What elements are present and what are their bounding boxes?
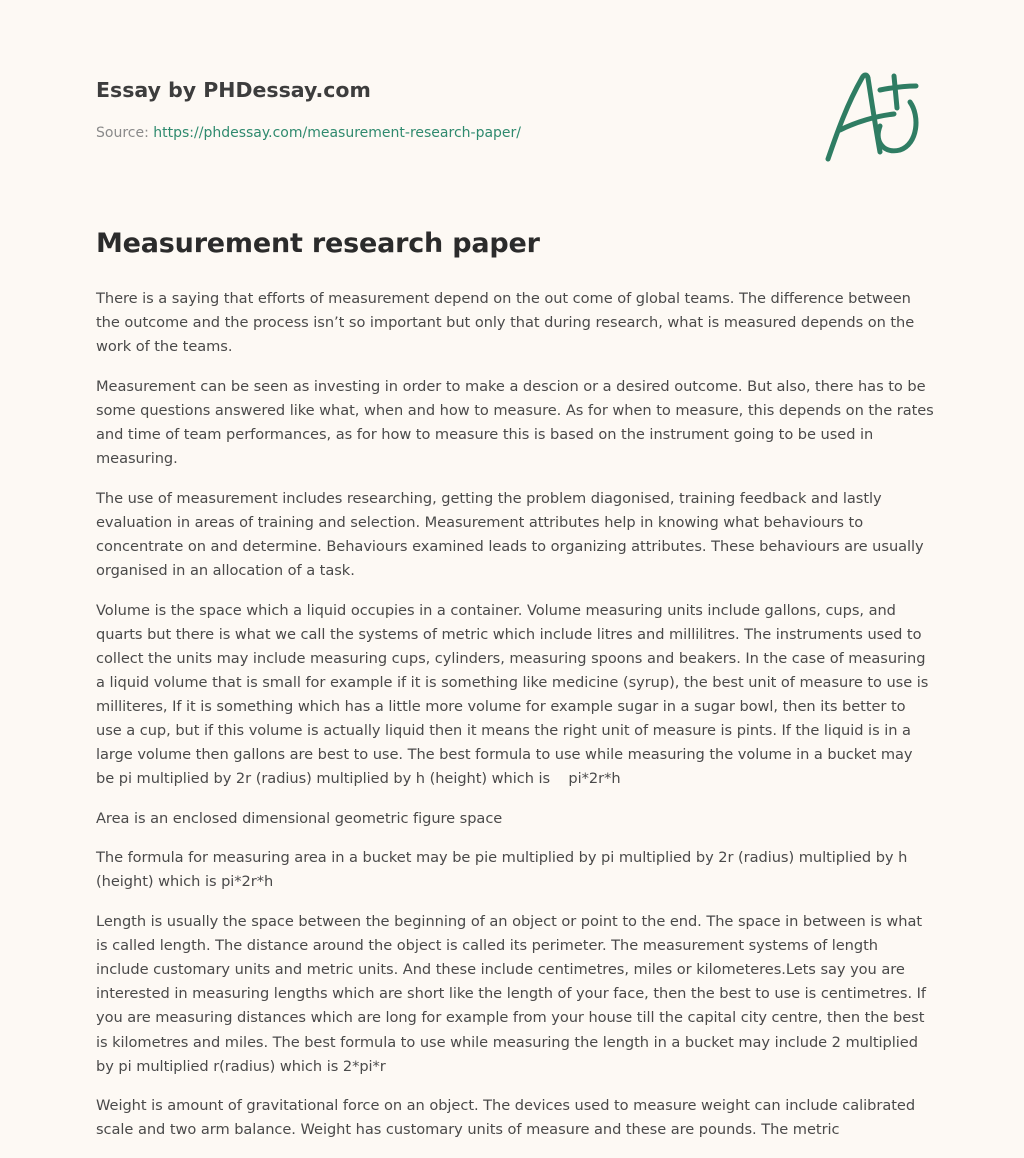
page-title: Measurement research paper — [96, 228, 540, 259]
source-label: Source: — [96, 125, 154, 141]
site-title: Essay by PHDessay.com — [96, 78, 371, 102]
article-paragraph: The use of measurement includes researching, getting the problem diagonised, training feedback and lastly evaluation in areas of training and selection. Measurement attributes help in knowing what behaviours to concentrate on and determine. Behaviours examined leads to organizing attributes. These behaviours are usually organised in an allocation of a task. — [96, 489, 929, 579]
site-header — [96, 76, 796, 142]
article-paragraph: There is a saying that efforts of measurement depend on the out come of global teams. The difference between the outcome and the process isn’t so important but only that during research, what is measured depends on the work of the teams. — [96, 290, 919, 356]
article-paragraph: Length is usually the space between the beginning of an object or point to the end. The space in between is what is called length. The distance around the object is called its perimeter. The measurement systems of length include customary units and metric units. And these include centimetres, miles or kilometeres.Lets say you are interested in measuring lengths which are short like the length of your face, then the best to use is centimetres. If you are measuring distances which are long for example from your house till the capital city centre, then the best is kilometres and miles. The best formula to use while measuring the length in a bucket may include 2 multiplied by pi multiplied r(radius) which is 2*pi*r — [96, 913, 931, 1075]
article-paragraph: The formula for measuring area in a bucket may be pie multiplied by pi multiplied by 2r (radius) multiplied by h (height) which is pi*2r*h — [96, 849, 912, 891]
source-line — [96, 124, 796, 142]
article-paragraph: Area is an enclosed dimensional geometric figure space — [96, 809, 503, 827]
article-paragraph: Measurement can be seen as investing in order to make a descion or a desired outcome. But also, there has to be some questions answered like what, when and how to measure. As for when to measure, this depends on the rates and time of team performances, as for how to measure this is based on the instrument going to be used in measuring. — [96, 377, 939, 468]
article-paragraph: Volume is the space which a liquid occupies in a container. Volume measuring units include gallons, cups, and quarts but there is what we call the systems of metric which include litres and millilitres. The instruments used to collect the units may include measuring cups, cylinders, measuring spoons and beakers. In the case of measuring a liquid volume that is small for example if it is something like medicine (syrup), the best unit of measure to use is milliteres, If it is something which has a little more volume for example sugar in a sugar bowl, then its better to use a cup, but if this volume is actually liquid then it means the right unit of measure is pints. If the liquid is in a large volume then gallons are best to use. The best formula to use while measuring the volume in a bucket may be pi multiplied by 2r (radius) multiplied by h (height) which is pi*2r*h — [96, 601, 933, 788]
source-link[interactable]: https://phdessay.com/measurement-research-paper/ — [153, 125, 522, 141]
article-paragraph: Weight is amount of gravitational force on an object. The devices used to measure weight can include calibrated scale and two arm balance. Weight has customary units of measure and these are pounds. The metric — [96, 1097, 920, 1139]
a-plus-logo-icon — [818, 64, 928, 168]
article — [96, 222, 939, 1158]
